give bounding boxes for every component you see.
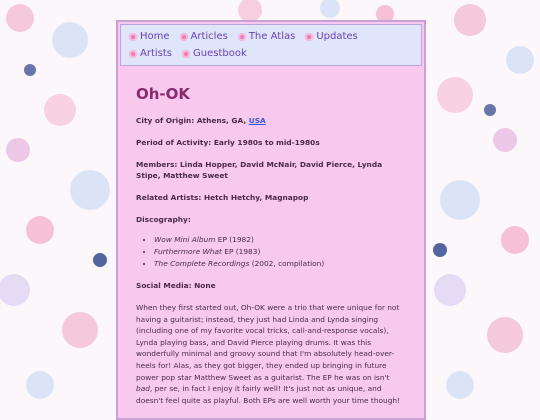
related-artists-field	[136, 192, 406, 203]
nav-item-artists[interactable]	[129, 48, 172, 59]
content-panel	[116, 20, 426, 420]
description-part-2: , per se, in fact I enjoy it fairly well! It's just not as unique, and doesn't feel quite as playful. Both EPs are well worth your time though!	[136, 384, 401, 405]
nav-bar	[120, 24, 422, 66]
flower-bullet-icon	[305, 33, 313, 41]
description-emphasis: bad	[136, 384, 150, 394]
origin-field	[136, 115, 406, 126]
nav-label[interactable]: Articles	[190, 31, 228, 42]
origin-label: City of Origin:	[136, 116, 195, 125]
list-item	[154, 246, 406, 258]
period-field	[136, 137, 406, 148]
nav-item-guestbook[interactable]	[182, 48, 247, 59]
period-value: Early 1980s to mid-1980s	[213, 138, 320, 147]
flower-bullet-icon	[129, 50, 137, 58]
nav-label[interactable]: Artists	[140, 48, 172, 59]
description-part-1: When they first started out, Oh-OK were a trio that were unique for not having a guitarist; instead, they just had Linda and Lynda singing (including one of my favorite vocal tricks, call-and-response vocals), Lynda playing bass, and David Pierce playing drums. It was this wonderfully minimal and groovy sound that I'm absolutely head-over-heels for! Alas, as they got bigger, they ended up bringing in future power pop star Matthew Sweet as a guitarist. The EP he was on isn't	[136, 303, 400, 382]
nav-label[interactable]: Updates	[316, 31, 358, 42]
description-paragraph	[136, 302, 406, 406]
social-label: Social Media:	[136, 281, 192, 290]
article-content	[118, 85, 424, 406]
members-value: Linda Hopper, David McNair, David Pierce, Lynda Stipe, Matthew Sweet	[136, 160, 383, 180]
nav-row-2	[129, 48, 257, 59]
social-media-field	[136, 280, 406, 291]
nav-item-home[interactable]	[129, 31, 170, 42]
members-label: Members:	[136, 160, 178, 169]
album-detail: EP (1982)	[215, 235, 254, 244]
nav-label[interactable]: Home	[140, 31, 170, 42]
flower-bullet-icon	[238, 33, 246, 41]
page-title: Oh-OK	[136, 85, 191, 103]
nav-item-the-atlas[interactable]	[238, 31, 295, 42]
flower-bullet-icon	[182, 50, 190, 58]
social-value: None	[194, 281, 216, 290]
flower-bullet-icon	[129, 33, 137, 41]
discography-label: Discography:	[136, 215, 191, 224]
related-label: Related Artists:	[136, 193, 202, 202]
origin-value: Athens, GA,	[196, 116, 247, 125]
list-item	[154, 234, 406, 246]
list-item	[154, 258, 406, 270]
related-value: Hetch Hetchy, Magnapop	[203, 193, 309, 202]
album-title: Furthermore What	[154, 247, 222, 256]
period-label: Period of Activity:	[136, 138, 212, 147]
nav-item-articles[interactable]	[180, 31, 228, 42]
nav-item-updates[interactable]	[305, 31, 357, 42]
origin-country-link[interactable]: USA	[248, 116, 266, 125]
album-detail: EP (1983)	[221, 247, 261, 256]
discography-list	[136, 234, 406, 270]
nav-label[interactable]: The Atlas	[248, 31, 296, 42]
nav-row-1	[129, 31, 368, 42]
album-detail: (2002, compilation)	[249, 259, 325, 268]
flower-bullet-icon	[180, 33, 188, 41]
members-field	[136, 159, 406, 181]
album-title: Wow Mini Album	[154, 235, 216, 244]
nav-label[interactable]: Guestbook	[193, 48, 247, 59]
album-title: The Complete Recordings	[154, 259, 250, 268]
